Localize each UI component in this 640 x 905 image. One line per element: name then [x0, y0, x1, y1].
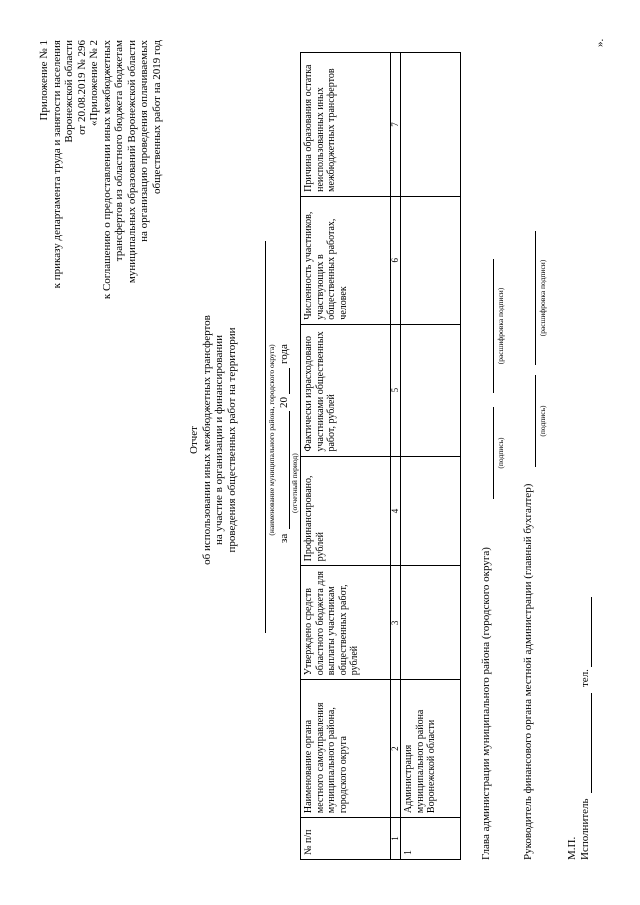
table-header-row [301, 53, 391, 860]
head-signature-line[interactable] [493, 407, 494, 499]
phone-line[interactable] [591, 597, 592, 667]
header-line: к приказу департамента труда и занятости населения [50, 40, 63, 289]
table-cell: 1 [401, 818, 461, 860]
period-year-prefix: 20 [278, 397, 290, 408]
column-number: 4 [391, 456, 401, 566]
header-cell: Численность участников, участвующих в общественных работах, человек [301, 196, 391, 324]
head-decoding-caption: (расшифровка подписи) [496, 287, 505, 365]
report-subtitle-line: об использовании иных межбюджетных трансфертов [200, 315, 213, 565]
finance-decoding-caption: (расшифровка подписи) [538, 259, 547, 337]
header-line: к Соглашению о предоставлении иных межбюджетных [100, 40, 113, 300]
header-line: Приложение № 1 [38, 40, 50, 121]
table-cell[interactable] [401, 53, 461, 197]
header-cell: Профинансировано, рублей [301, 456, 391, 566]
municipality-caption: (наименование муниципального района, городского округа) [267, 344, 276, 536]
table-cell[interactable] [401, 566, 461, 680]
column-number: 5 [391, 324, 401, 456]
column-number: 2 [391, 680, 401, 818]
head-signature-caption: (подпись) [496, 437, 505, 469]
head-decoding-line[interactable] [493, 259, 494, 393]
header-cell: Фактически израсходовано участниками общественных работ, рублей [301, 324, 391, 456]
period-year-suffix: года [278, 344, 290, 364]
table-cell[interactable] [401, 324, 461, 456]
column-number: 7 [391, 53, 401, 197]
finance-decoding-line[interactable] [535, 231, 536, 365]
executor-line[interactable] [591, 693, 592, 793]
column-number: 6 [391, 196, 401, 324]
municipality-line[interactable] [265, 241, 266, 633]
column-number: 3 [391, 566, 401, 680]
header-line: общественных работ на 2019 год [150, 40, 163, 195]
header-line: трансфертов из областного бюджета бюджетам [113, 40, 125, 262]
header-block [38, 40, 163, 400]
table-cell[interactable] [401, 196, 461, 324]
report-title: Отчет [188, 426, 200, 454]
table-row [401, 53, 461, 860]
report-subtitle-line: на участие в организации и финансировании [213, 334, 225, 546]
header-cell: Наименование органа местного самоуправления муниципального района, городского округа [301, 680, 391, 818]
header-cell: № п/п [301, 818, 391, 860]
closing-mark: ». [594, 38, 606, 47]
report-title-block [188, 275, 238, 605]
finance-signature-caption: (подпись) [538, 405, 547, 437]
head-signature-label: Глава администрации муниципального района (городского округа) [480, 547, 492, 860]
table-cell: Администрация муниципального района Воронежской области [401, 680, 461, 818]
column-number: 1 [391, 818, 401, 860]
executor-label: Исполнитель [579, 798, 591, 860]
period-caption: (отчетный период) [290, 453, 299, 513]
table-cell[interactable] [401, 456, 461, 566]
header-cell: Утверждено средств областного бюджета для выплаты участникам общественных работ, рублей [301, 566, 391, 680]
column-number-row [391, 53, 401, 860]
period-year-line[interactable] [289, 368, 290, 394]
report-table [300, 52, 461, 860]
report-subtitle-line: проведения общественных работ на территории [225, 327, 238, 553]
header-line: на организацию проведения оплачиваемых [138, 40, 150, 242]
phone-label: тел. [579, 669, 591, 687]
header-line: от 20.08.2019 № 296 [75, 40, 88, 135]
header-cell: Причина образования остатка неиспользованных иных межбюджетных трансфертов [301, 53, 391, 197]
header-line: муниципальных образований Воронежской области [125, 40, 138, 284]
period-prefix: за [278, 533, 290, 543]
header-line: «Приложение № 2 [88, 40, 100, 127]
finance-signature-label: Руководитель финансового органа местной администрации (главный бухгалтер) [522, 483, 534, 860]
header-line: Воронежской области [63, 40, 75, 143]
stamp-label: М.П. [566, 836, 578, 860]
finance-signature-line[interactable] [535, 375, 536, 467]
